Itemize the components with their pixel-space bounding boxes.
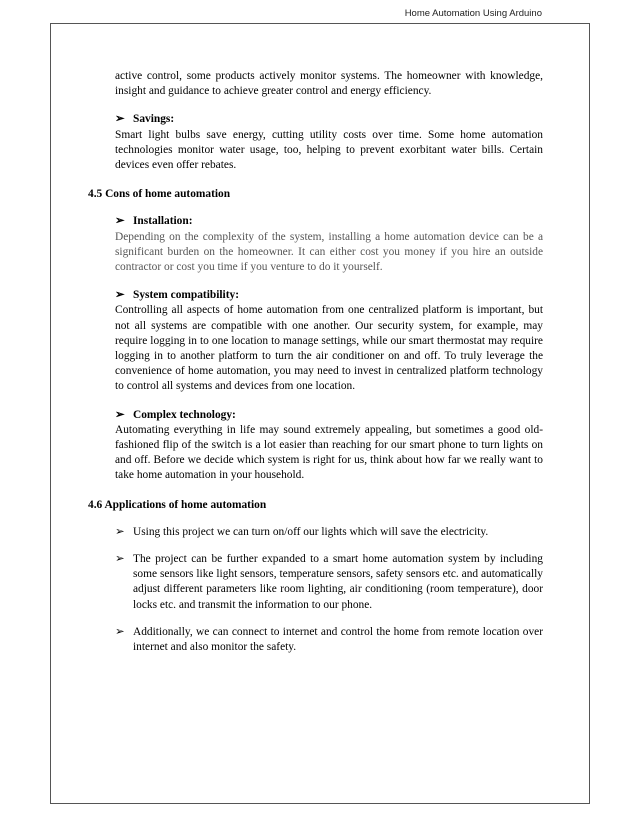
compatibility-text: Controlling all aspects of home automation from one centralized platform is important, but not all systems are compatible with one another. Our security system, for example, may require logging in to one location to manage settings, while our smart thermostat may require logging in to another platform to turn the air conditioner on and off. To truly leverage the convenience of home automation, you may need to invest in centralized platform technology to control all systems and devices from one location.	[115, 304, 543, 393]
running-header: Home Automation Using Arduino	[404, 8, 542, 19]
complex-tech-text: Automating everything in life may sound extremely appealing, but sometimes a good old-fashioned flip of the switch is a lot easier than reaching for our smart phone to turn lights on and off. Before we decide which system is right for us, think about how far we really want to take home automation in your household.	[115, 423, 543, 482]
savings-heading: Savings:	[133, 113, 175, 126]
application-text: The project can be further expanded to a smart home automation system by including some sensors like light sensors, temperature sensors, safety sensors etc. and automatically adjust different parameters like room lighting, air conditioning (room temperature), door locks etc. and transmit the information to our phone.	[133, 553, 543, 611]
application-text: Additionally, we can connect to internet and control the home from remote location over internet and also monitor the safety.	[133, 625, 543, 654]
application-item	[115, 525, 543, 540]
application-text: Using this project we can turn on/off our lights which will save the electricity.	[133, 525, 489, 538]
section-heading-applications: 4.6 Applications of home automation	[88, 498, 267, 511]
application-item	[115, 625, 543, 655]
page-content	[88, 69, 543, 655]
installation-block	[115, 214, 543, 275]
bullet-arrow-icon: ➢	[115, 113, 125, 126]
complex-tech-heading: Complex technology:	[133, 408, 236, 421]
installation-text: Depending on the complexity of the system, installing a home automation device can be a significant burden on the homeowner. It can either cost you money if you hire an outside contractor or cost you time if you venture to do it yourself.	[115, 230, 543, 274]
bullet-arrow-icon: ➢	[115, 625, 125, 638]
bullet-arrow-icon: ➢	[115, 289, 125, 302]
compatibility-heading: System compatibility:	[133, 289, 239, 302]
bullet-arrow-icon: ➢	[115, 553, 125, 566]
bullet-arrow-icon: ➢	[115, 525, 125, 538]
installation-heading: Installation:	[133, 215, 193, 228]
savings-text: Smart light bulbs save energy, cutting utility costs over time. Some home automation technologies monitor water usage, too, helping to prevent exorbitant water bills. Certain devices even offer rebates.	[115, 128, 543, 172]
savings-block	[115, 112, 543, 173]
bullet-arrow-icon: ➢	[115, 408, 125, 421]
section-heading-cons: 4.5 Cons of home automation	[88, 188, 231, 201]
application-item	[115, 552, 543, 613]
complex-tech-block	[115, 408, 543, 484]
compatibility-block	[115, 288, 543, 394]
bullet-arrow-icon: ➢	[115, 215, 125, 228]
intro-paragraph: active control, some products actively monitor systems. The homeowner with knowledge, insight and guidance to achieve greater control and energy efficiency.	[115, 70, 543, 98]
